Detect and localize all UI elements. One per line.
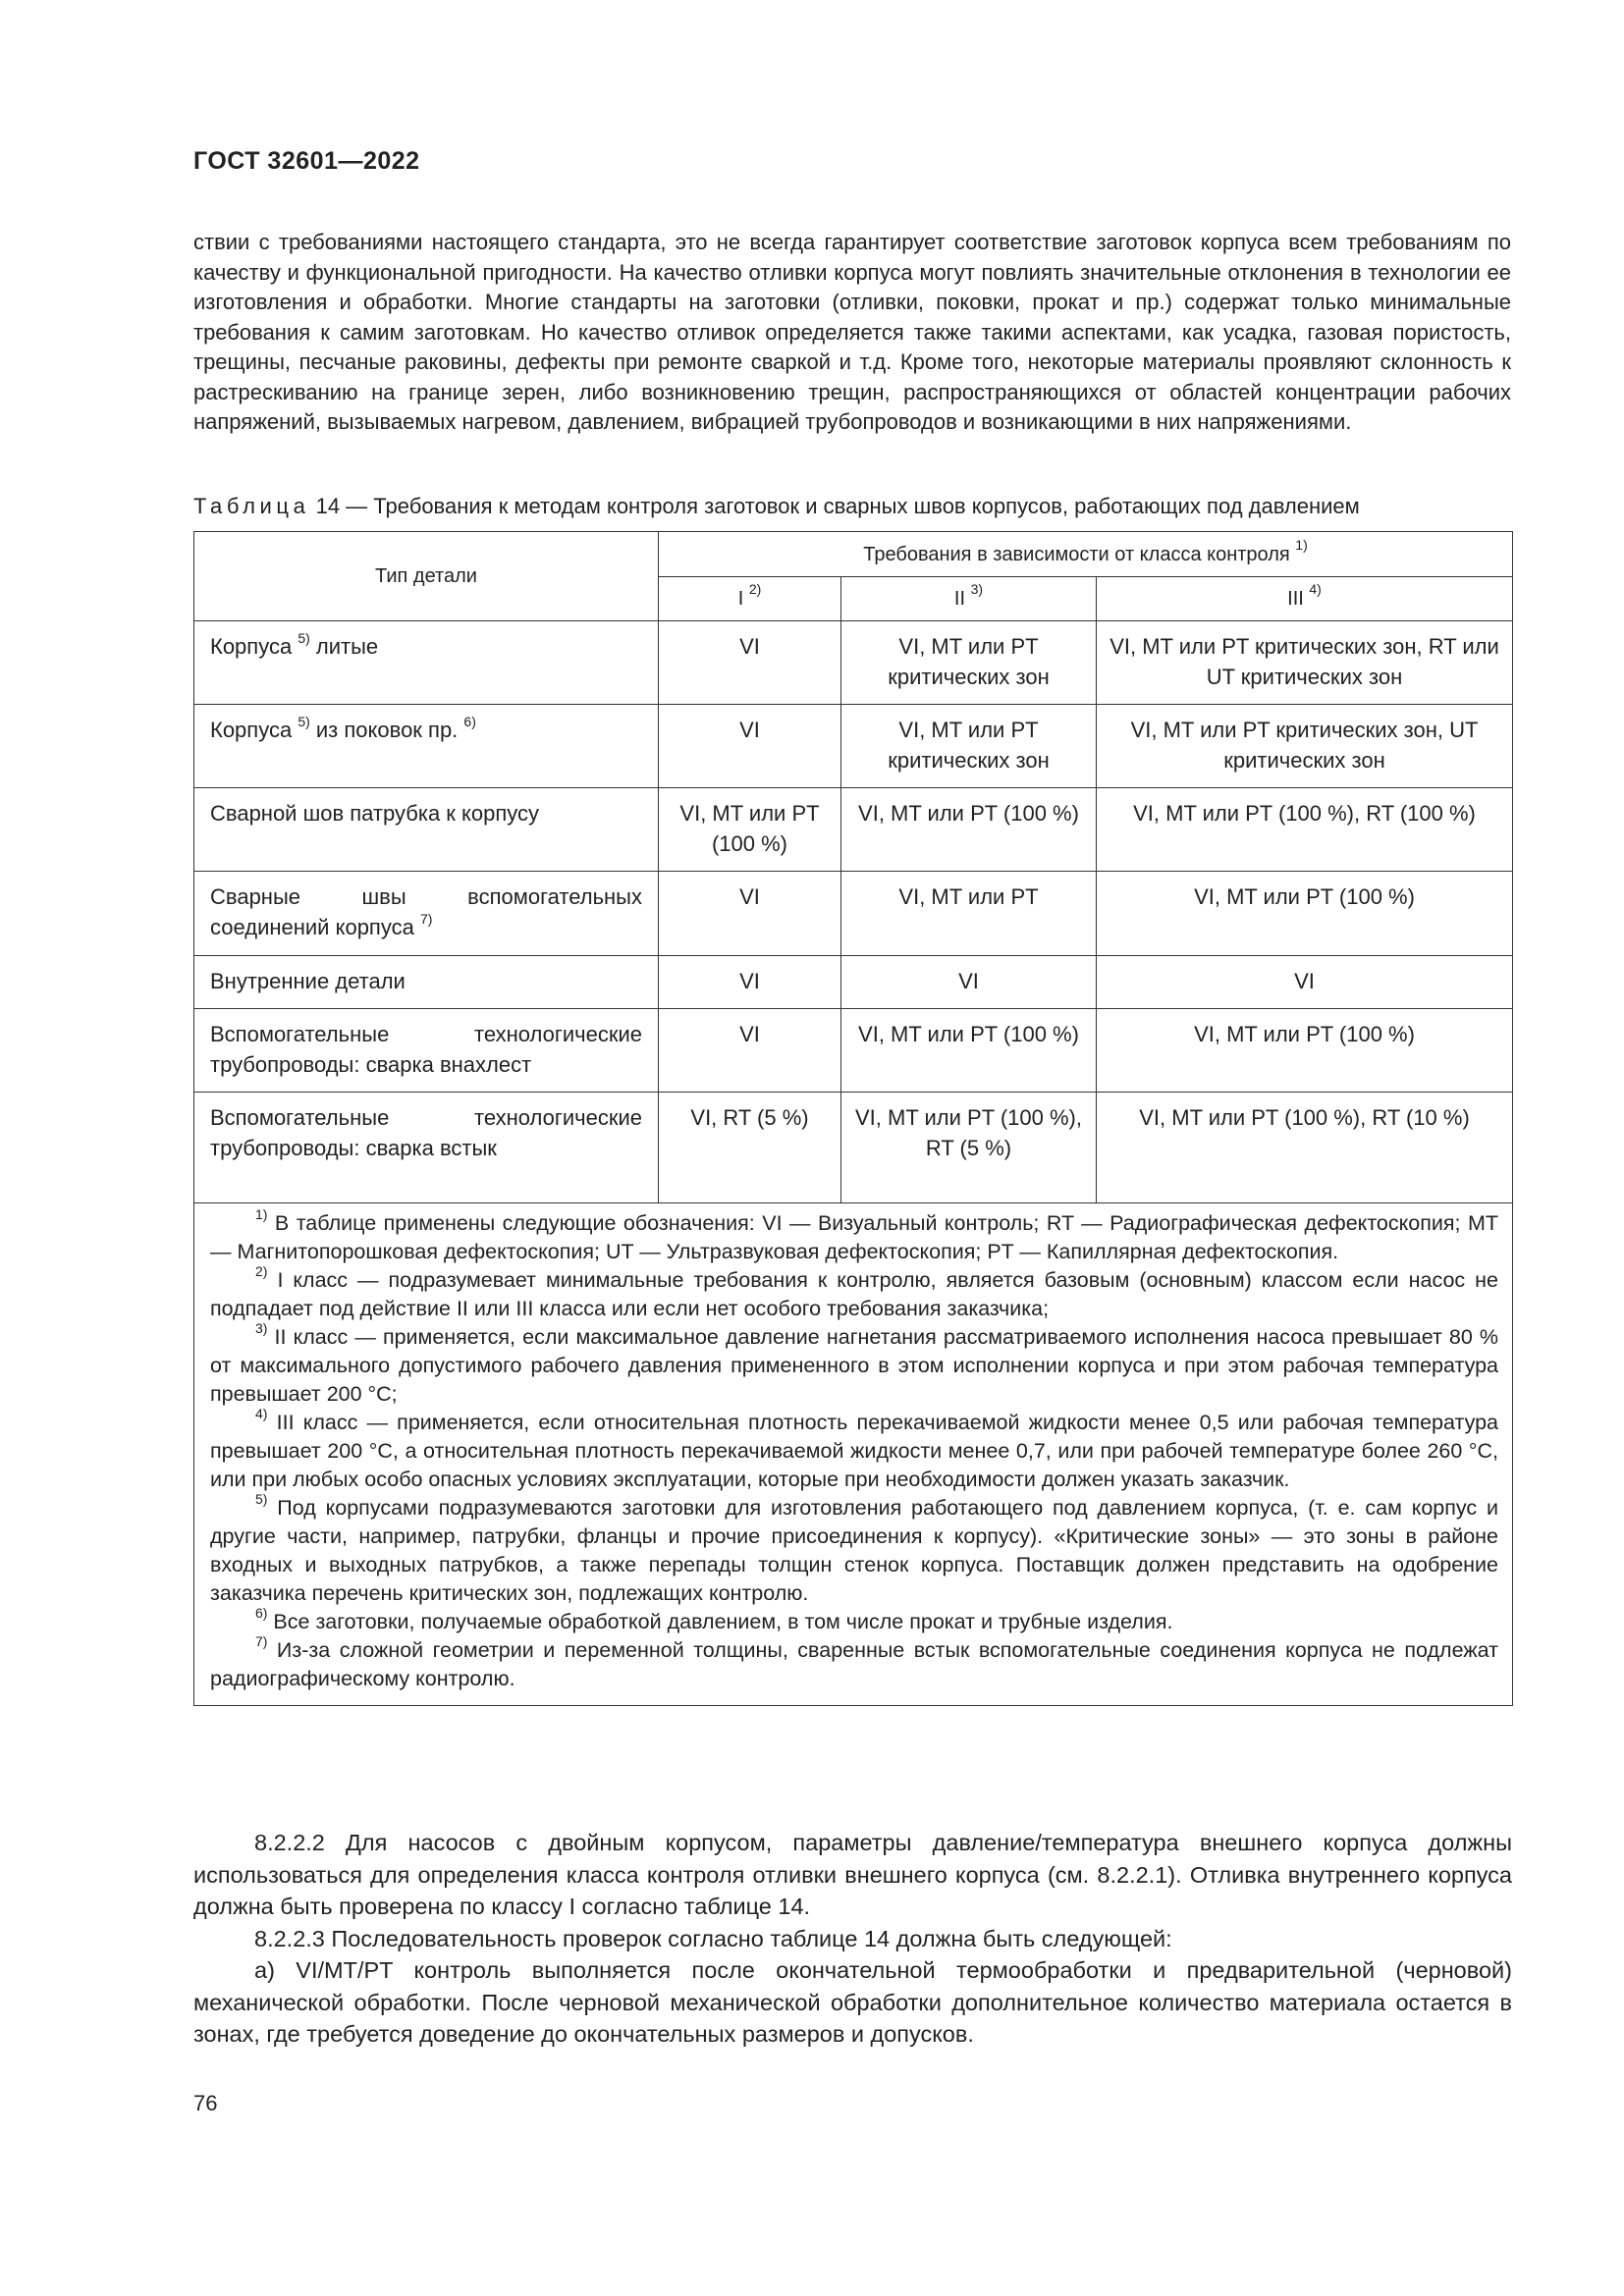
- table-row: [194, 1093, 1513, 1203]
- body-paragraph: а) VI/MT/PT контроль выполняется после окончательной термообработки и предварительной (черновой) механической обработки. После черновой механической обработки дополнительное количество материала остается в зонах, где требуется доведение до окончательных размеров и допусков.: [193, 1957, 1512, 2047]
- header-class-1: I $^{2)}$: [659, 577, 841, 621]
- table-row: [194, 621, 1513, 705]
- cell-class-2: VI, MT или PT: [841, 872, 1097, 956]
- table-notes-row: [194, 1203, 1513, 1706]
- intro-paragraph: ствии с требованиями настоящего стандарта, это не всегда гарантирует соответствие заготовок корпуса всем требованиям по качеству и функциональной пригодности. На качество отливки корпуса могут повлиять значительные отклонения в технологии ее изготовления и обработки. Многие стандарты на заготовки (отливки, поковки, прокат и пр.) содержат только минимальные требования к самим заготовкам. Но качество отливок определяется также такими аспектами, как усадка, газовая пористость, трещины, песчаные раковины, дефекты при ремонте сваркой и т.д. Кроме того, некоторые материалы проявляют склонность к растрескиванию на границе зерен, либо возникновению трещин, распространяющихся от областей концентрации рабочих напряжений, вызываемых нагревом, давлением, вибрацией трубопроводов и возникающими в них напряжениями.: [193, 230, 1511, 434]
- cell-class-1: VI: [659, 621, 841, 705]
- body-paragraph: 8.2.2.3 Последовательность проверок согласно таблице 14 должна быть следующей:: [254, 1925, 1172, 1951]
- table-note: $^{5)}$ Под корпусами подразумеваются заготовки для изготовления работающего под давлением корпуса, (т. е. сам корпус и другие части, например, патрубки, фланцы и прочие присоединения к корпусу). «Критические зоны» — это зоны в районе входных и выходных патрубков, а также перепады толщин стенок корпуса. Поставщик должен представить на одобрение заказчика перечень критических зон, подлежащих контролю.: [210, 1490, 1499, 1605]
- row-part-type: Вспомогательные технологические трубопроводы: сварка внахлест: [194, 1009, 659, 1093]
- header-class-3: III $^{4)}$: [1097, 577, 1513, 621]
- cell-class-2: VI, MT или PT (100 %): [841, 1009, 1097, 1093]
- table-row: [194, 872, 1513, 956]
- table-row: [194, 956, 1513, 1009]
- cell-class-3: VI, MT или PT (100 %): [1097, 872, 1513, 956]
- table-row: [194, 1009, 1513, 1093]
- cell-class-2: VI, MT или PT критических зон: [841, 705, 1097, 788]
- table-note: $^{2)}$ I класс — подразумевает минимальные требования к контролю, является базовым (основным) классом если насос не подпадает под действие II или III класса или если нет особого требования заказчика;: [210, 1262, 1499, 1320]
- table-caption: [193, 492, 1529, 521]
- table-caption-text: 14 — Требования к методам контроля заготовок и сварных швов корпусов, работающих под давлением: [315, 494, 1360, 518]
- document-header: ГОСТ 32601—2022: [193, 147, 420, 175]
- table-row: [194, 788, 1513, 872]
- cell-class-1: VI: [659, 705, 841, 788]
- cell-class-3: VI, MT или PT (100 %): [1097, 1009, 1513, 1093]
- cell-class-3: VI, MT или PT (100 %), RT (100 %): [1097, 788, 1513, 872]
- cell-class-2: VI: [841, 956, 1097, 1009]
- cell-class-3: VI, MT или PT критических зон, RT или UT критических зон: [1097, 621, 1513, 705]
- row-part-type: Вспомогательные технологические трубопроводы: сварка встык: [194, 1093, 659, 1203]
- row-part-type: Сварной шов патрубка к корпусу: [194, 788, 659, 872]
- cell-class-3: VI, MT или PT (100 %), RT (10 %): [1097, 1093, 1513, 1203]
- row-part-type: Корпуса $^{5)}$ литые: [194, 621, 659, 705]
- table-note: $^{4)}$ III класс — применяется, если относительная плотность перекачиваемой жидкости менее 0,5 или рабочая температура превышает 200 °C, а относительная плотность перекачиваемой жидкости менее 0,7, или при рабочей температуре более 260 °C, или при любых особо опасных условиях эксплуатации, которые при необходимости должен указать заказчик.: [210, 1405, 1499, 1491]
- table-notes: [194, 1203, 1513, 1706]
- body-paragraph: 8.2.2.2 Для насосов с двойным корпусом, параметры давление/температура внешнего корпуса должны использоваться для определения класса контроля отливки внешнего корпуса (см. 8.2.2.1). Отливка внутреннего корпуса должна быть проверена по классу I согласно таблице 14.: [193, 1830, 1512, 1919]
- table-note: $^{6)}$ Все заготовки, получаемые обработкой давлением, в том числе прокат и трубные изделия.: [255, 1604, 1173, 1633]
- row-part-type: Сварные швы вспомогательных соединений корпуса $^{7)}$: [194, 872, 659, 956]
- table-note: $^{1)}$ В таблице применены следующие обозначения: VI — Визуальный контроль; RT — Радиографическая дефектоскопия; MT — Магнитопорошковая дефектоскопия; UT — Ультразвуковая дефектоскопия; PT — Капиллярная дефектоскопия.: [210, 1205, 1499, 1263]
- requirements-table: [193, 531, 1513, 1706]
- cell-class-1: VI: [659, 956, 841, 1009]
- table-caption-label: Таблица: [193, 494, 310, 518]
- cell-class-1: VI: [659, 1009, 841, 1093]
- cell-class-3: VI: [1097, 956, 1513, 1009]
- cell-class-2: VI, MT или PT критических зон: [841, 621, 1097, 705]
- cell-class-3: VI, MT или PT критических зон, UT критических зон: [1097, 705, 1513, 788]
- page-number: 76: [193, 2091, 218, 2115]
- table-note: $^{3)}$ II класс — применяется, если максимальное давление нагнетания рассматриваемого исполнения насоса превышает 80 % от максимального допустимого рабочего давления примененного в этом исполнении корпуса и при этом рабочая температура превышает 200 °C;: [210, 1319, 1499, 1406]
- header-requirements-group: Требования в зависимости от класса контроля $^{1)}$: [659, 532, 1513, 577]
- table-row: [194, 705, 1513, 788]
- cell-class-1: VI, MT или PT (100 %): [659, 788, 841, 872]
- cell-class-2: VI, MT или PT (100 %): [841, 788, 1097, 872]
- cell-class-1: VI: [659, 872, 841, 956]
- body-text: [193, 1827, 1512, 2051]
- cell-class-2: VI, MT или PT (100 %), RT (5 %): [841, 1093, 1097, 1203]
- header-class-2: II $^{3)}$: [841, 577, 1097, 621]
- cell-class-1: VI, RT (5 %): [659, 1093, 841, 1203]
- row-part-type: Внутренние детали: [194, 956, 659, 1009]
- header-part-type: Тип детали: [194, 532, 659, 621]
- row-part-type: Корпуса $^{5)}$ из поковок пр. $^{6)}$: [194, 705, 659, 788]
- table-note: $^{7)}$ Из-за сложной геометрии и переменной толщины, сваренные встык вспомогательные соединения корпуса не подлежат радиографическому контролю.: [210, 1632, 1499, 1690]
